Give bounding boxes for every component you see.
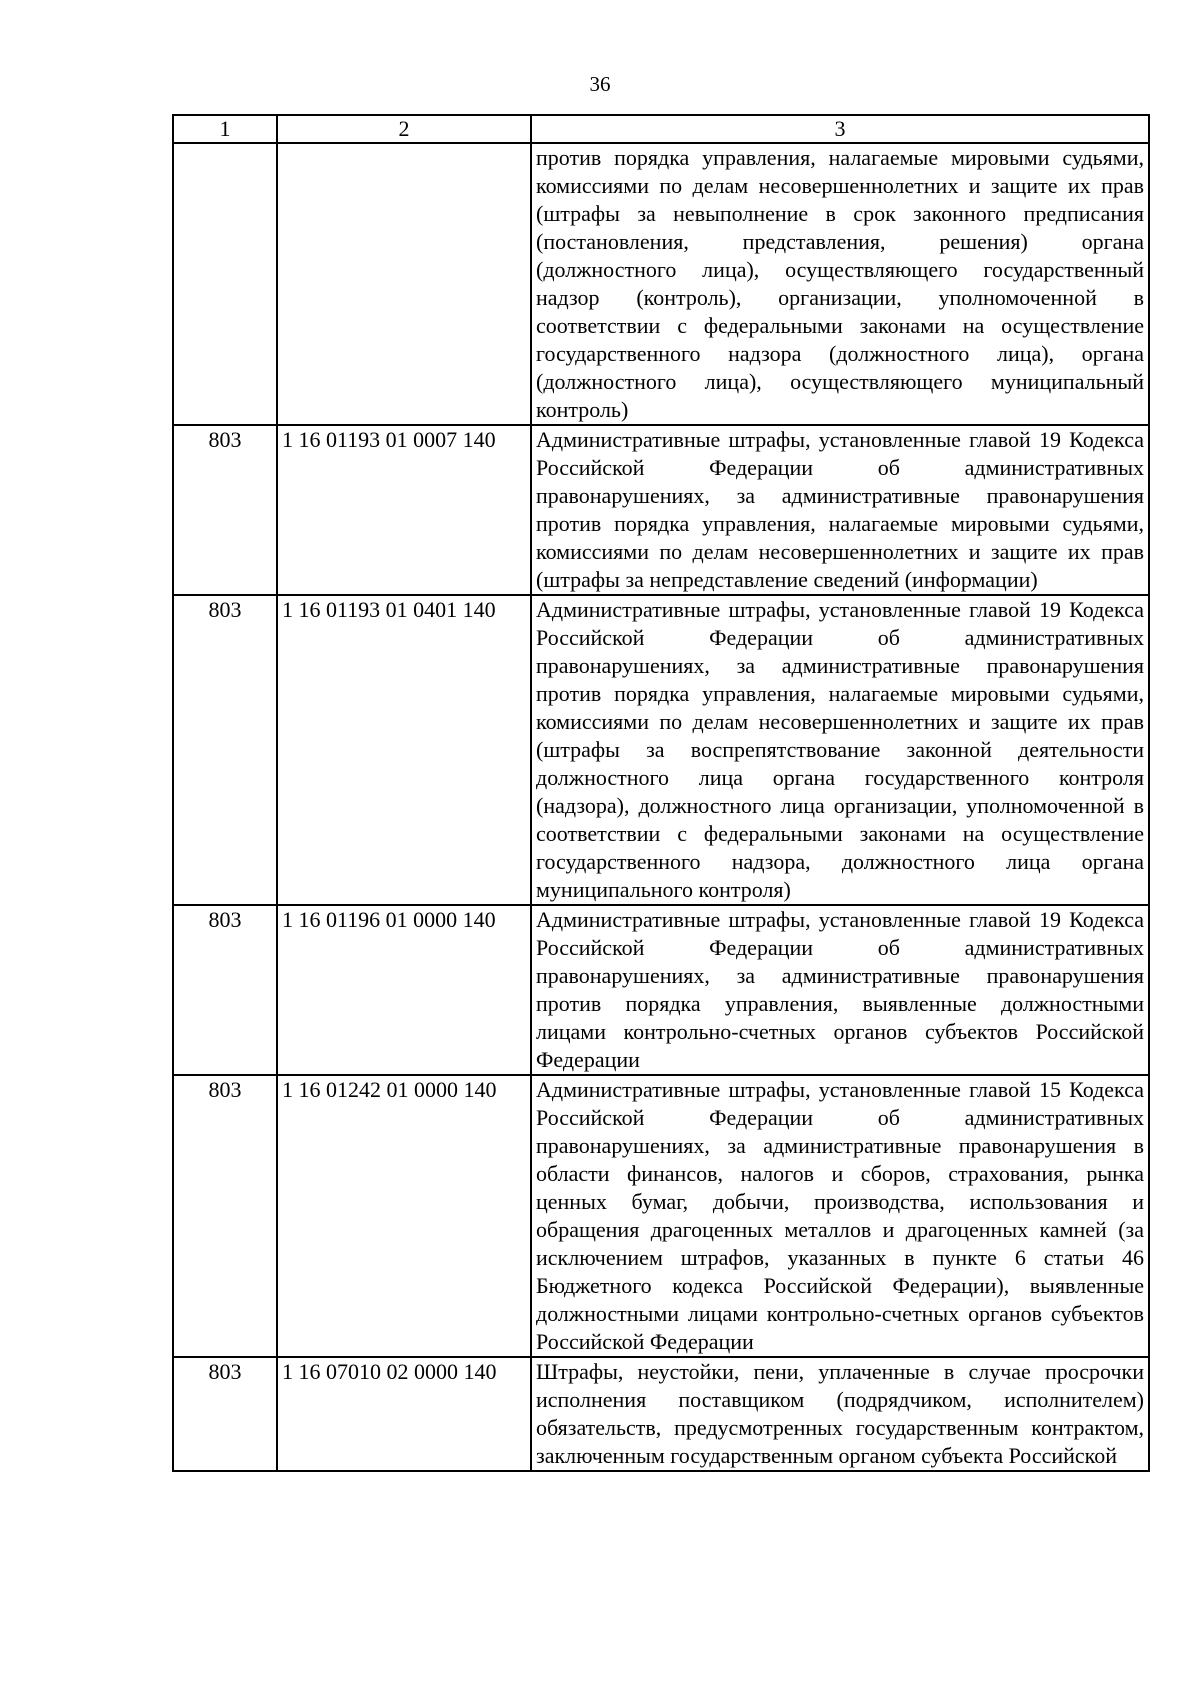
description-cell: Административные штрафы, установленные главой 19 Кодекса Российской Федерации об административных правонарушениях, за административные правонарушения против порядка управления, выявленные должностными лицами контрольно-счетных органов субъектов Российской Федерации — [531, 905, 1149, 1075]
admin-code-cell — [173, 143, 277, 425]
description-cell: Штрафы, неустойки, пени, уплаченные в случае просрочки исполнения поставщиком (подрядчиком, исполнителем) обязательств, предусмотренных государственным контрактом, заключенным государственным органом субъекта Российской — [531, 1357, 1149, 1471]
admin-code-cell: 803 — [173, 905, 277, 1075]
column-header-1: 1 — [173, 115, 277, 143]
budget-code-cell: 1 16 01242 01 0000 140 — [277, 1075, 531, 1357]
admin-code-cell: 803 — [173, 1357, 277, 1471]
description-cell: Административные штрафы, установленные главой 15 Кодекса Российской Федерации об административных правонарушениях, за административные правонарушения в области финансов, налогов и сборов, страхования, рынка ценных бумаг, добычи, производства, использования и обращения драгоценных металлов и драгоценных камней (за исключением штрафов, указанных в пункте 6 статьи 46 Бюджетного кодекса Российской Федерации), выявленные должностными лицами контрольно-счетных органов субъектов Российской Федерации — [531, 1075, 1149, 1357]
column-header-3: 3 — [531, 115, 1149, 143]
description-cell: Административные штрафы, установленные главой 19 Кодекса Российской Федерации об административных правонарушениях, за административные правонарушения против порядка управления, налагаемые мировыми судьями, комиссиями по делам несовершеннолетних и защите их прав (штрафы за непредставление сведений (информации) — [531, 425, 1149, 595]
budget-code-cell: 1 16 07010 02 0000 140 — [277, 1357, 531, 1471]
column-header-2: 2 — [277, 115, 531, 143]
table-row — [173, 1075, 1149, 1357]
budget-code-cell: 1 16 01193 01 0401 140 — [277, 595, 531, 905]
budget-classification-table — [172, 114, 1150, 1472]
table-row — [173, 143, 1149, 425]
table-row — [173, 595, 1149, 905]
table-header-row — [173, 115, 1149, 143]
description-cell: против порядка управления, налагаемые мировыми судьями, комиссиями по делам несовершеннолетних и защите их прав (штрафы за невыполнение в срок законного предписания (постановления, представления, решения) органа (должностного лица), осуществляющего государственный надзор (контроль), организации, уполномоченной в соответствии с федеральными законами на осуществление государственного надзора (должностного лица), органа (должностного лица), осуществляющего муниципальный контроль) — [531, 143, 1149, 425]
table-row — [173, 425, 1149, 595]
admin-code-cell: 803 — [173, 595, 277, 905]
admin-code-cell: 803 — [173, 425, 277, 595]
table-row — [173, 1357, 1149, 1471]
page-number: 36 — [589, 72, 611, 96]
table-row — [173, 905, 1149, 1075]
admin-code-cell: 803 — [173, 1075, 277, 1357]
budget-code-cell — [277, 143, 531, 425]
description-cell: Административные штрафы, установленные главой 19 Кодекса Российской Федерации об административных правонарушениях, за административные правонарушения против порядка управления, налагаемые мировыми судьями, комиссиями по делам несовершеннолетних и защите их прав (штрафы за воспрепятствование законной деятельности должностного лица органа государственного контроля (надзора), должностного лица организации, уполномоченной в соответствии с федеральными законами на осуществление государственного надзора, должностного лица органа муниципального контроля) — [531, 595, 1149, 905]
budget-code-cell: 1 16 01196 01 0000 140 — [277, 905, 531, 1075]
budget-code-cell: 1 16 01193 01 0007 140 — [277, 425, 531, 595]
